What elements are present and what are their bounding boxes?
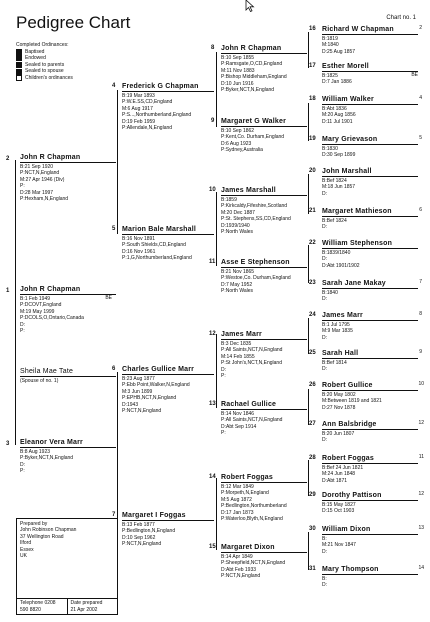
person-name: Sheila Mae Tate — [20, 368, 116, 377]
person-29[interactable]: 29 Dorothy Pattison 12 B:15 May 1827 D:15 Oct 1903 — [309, 491, 424, 515]
person-name: Ann Balsbridge — [322, 421, 418, 430]
filled-square-icon — [16, 69, 22, 75]
person-26[interactable]: 26 Robert Gullice 10 B:20 May 1802 M:Between 1819 and 1821 D:27 Nov 1878 — [309, 381, 424, 411]
person-name: Sarah Hall — [322, 350, 418, 359]
person-27[interactable]: 27 Ann Balsbridge 12 B:20 Jun 1807 D: — [309, 420, 424, 444]
connector-line — [15, 160, 16, 445]
person-5[interactable]: 5 Marion Bale Marshall B:16 Nov 1891 P:South Shields,CD,England D:16 Nov 1961 P:1,G,Northumberland,England — [122, 226, 214, 262]
person-name: Robert Foggas — [322, 455, 418, 464]
legend-item: Sealed to spouse — [16, 68, 73, 75]
person-21[interactable]: 21 Margaret Mathieson 6 B:Bef 1824 D: — [309, 207, 422, 231]
person-name: James Marr — [322, 312, 418, 321]
prepared-heading: Prepared by — [20, 521, 48, 527]
legend-heading: Completed Ordinances: — [16, 42, 69, 48]
person-name: Eleanor Vera Marr — [20, 439, 116, 448]
person-number: 2 — [6, 156, 10, 162]
person-name: Frederick G Chapman — [122, 83, 214, 92]
chart-number: Chart no. 1 — [386, 15, 416, 21]
connector-line — [308, 389, 309, 425]
person-name: Margaret I Foggas — [122, 512, 214, 521]
page-title: Pedigree Chart — [16, 13, 131, 32]
person-name: Sarah Jane Makay — [322, 280, 418, 289]
person-name: John R Chapman — [20, 154, 116, 163]
person-name: Richard W Chapman — [322, 26, 418, 35]
person-name: Marion Bale Marshall — [122, 226, 214, 235]
person-name: James Marshall — [221, 187, 307, 196]
person-name: Asse E Stephenson — [221, 259, 307, 268]
person-1[interactable]: John R Chapman BE B:1 Feb 1949 P:DCOVT,England M:19 May 1999 P:DCOLS,O,Ontario,Canada D: P: — [20, 286, 116, 334]
person-name: Mary Thompson — [322, 566, 418, 575]
person-16[interactable]: 16 Richard W Chapman 2 B:1819 M:1840 D:25 Aug 1857 — [309, 25, 422, 55]
filled-square-icon — [16, 62, 22, 68]
person-3[interactable]: Eleanor Vera Marr B:8 Aug 1923 P:Byker,NCT,N,England D: P: — [20, 439, 116, 475]
person-17[interactable]: 17 Esther Morell BE B:1825 D:7 Jan 1886 — [309, 63, 418, 86]
person-name: Margaret Mathieson — [322, 208, 418, 217]
legend-item: Baptised — [16, 49, 73, 56]
person-11[interactable]: 11 Asse E Stephenson B:21 Nov 1865 P:Westoe,Co. Durham,England D:7 May 1952 P:North Wales — [221, 259, 307, 295]
telephone: Telephone 0208 590 8820 — [20, 600, 56, 613]
person-6[interactable]: 6 Charles Gullice Marr B:23 Aug 1877 P:Ebb Point,Walker,N,England M:3 Jun 1899 P:EPHB,NCT,N,England D:1943 P:NCT,N,England — [122, 366, 214, 414]
filled-square-icon — [16, 55, 22, 61]
person-name: James Marr — [221, 331, 307, 340]
legend-item: Sealed to parents — [16, 62, 73, 69]
person-30[interactable]: 30 William Dixon 13 B: M:21 Nov 1847 D: — [309, 525, 424, 555]
prepared-by-box: Prepared by John Robinson Chapman 37 Wellington Road Ilford Essex UK Telephone 0208 590 8820 Date prepared 21 Apr 2002 — [16, 518, 118, 615]
person-23[interactable]: 23 Sarah Jane Makay 7 B:1840 D: — [309, 279, 422, 303]
person-number: 1 — [6, 288, 10, 294]
person-12[interactable]: 12 James Marr B:3 Dec 1835 P:All Saints,NCT,N,England M:14 Feb 1855 P:St John's,NCT,N,England D: P: — [221, 331, 307, 379]
person-28[interactable]: 28 Robert Foggas 11 B:Bef 24 Jun 1821 M:24 Jun 1848 D:Abt 1871 — [309, 454, 424, 484]
person-4[interactable]: 4 Frederick G Chapman B:19 Mar 1893 P:W.E.SS,CD,England M:6 Aug 1917 P:S...,Northumberland,England D:19 Feb 1959 P:Allendale,N,England — [122, 83, 214, 131]
empty-square-icon — [16, 75, 22, 81]
person-name: Esther Morell — [322, 63, 418, 72]
connector-line — [117, 90, 118, 234]
ordinance-legend — [16, 42, 73, 82]
legend-item: Endowed — [16, 55, 73, 62]
person-18[interactable]: 18 William Walker 4 B:Abt 1836 M:20 Aug 1856 D:11 Jul 1901 — [309, 95, 422, 125]
person-14[interactable]: 14 Robert Foggas B:12 Mar 1849 P:Morpeth,N,England M:5 Aug 1872 P:Bedlington,Northumberland D:17 Jan 1873 P:Waterloo,Blyth,N,England — [221, 474, 307, 522]
person-number: 3 — [6, 441, 10, 447]
connector-line — [308, 245, 309, 283]
person-15[interactable]: 15 Margaret Dixon B:14 Apr 1849 P:Sheepfield,NCT,N,England D:Abt Feb 1933 P:NCT,N,England — [221, 544, 307, 580]
person-name: Dorothy Pattison — [322, 492, 418, 501]
connector-line — [308, 318, 309, 354]
person-name: Margaret G Walker — [221, 118, 307, 127]
person-7[interactable]: 7 Margaret I Foggas B:13 Feb 1877 P:Bedlington,N,England D:10 Sep 1962 P:NCT,N,England — [122, 512, 214, 548]
person-name: William Stephenson — [322, 240, 418, 249]
legend-item: Children's ordinances — [16, 75, 73, 82]
filled-square-icon — [16, 49, 22, 55]
person-8[interactable]: 8 John R Chapman B:10 Sep 1855 P:Ramsgate,O,CD,England M:11 Nov 1883 P:Bishop Middleham,England D:10 Jun 1916 P:Byker,NCT,N,England — [221, 45, 307, 93]
connector-line — [216, 192, 217, 266]
connector-line — [216, 478, 217, 550]
person-31[interactable]: 31 Mary Thompson 14 B: D: — [309, 565, 424, 589]
connector-line — [216, 52, 217, 127]
person-name: John R Chapman — [20, 286, 116, 295]
person-9[interactable]: 9 Margaret G Walker B:10 Sep 1862 P:Kent,Co. Durham,England D:6 Aug 1923 P:Sydney,Australia — [221, 118, 307, 154]
person-name: Rachael Gullice — [221, 401, 307, 410]
person-19[interactable]: 19 Mary Grievason 5 B:1830 D:30 Sep 1899 — [309, 135, 422, 159]
person-10[interactable]: 10 James Marshall B:1859 P:Kirkcaldy,Fifeshire,Scotland M:20 Dec 1887 P:St. Stephens,SS,CD,England D:1939/1940 P:North Wales — [221, 187, 307, 235]
person-name: John R Chapman — [221, 45, 307, 54]
person-20[interactable]: 20 John Marshall B:Bef 1824 M:18 Jun 1857 D: — [322, 168, 418, 197]
person-name: John Marshall — [322, 168, 418, 177]
person-name: Mary Grievason — [322, 136, 418, 145]
connector-line — [308, 532, 309, 570]
person-25[interactable]: 25 Sarah Hall 9 B:Bef 1814 D: — [309, 349, 422, 373]
person-2[interactable]: John R Chapman B:21 Sep 1920 P:NCT,N,England M:27 Apr 1946 (Div) P: D:28 Mar 1997 P:Hexham,N,England — [20, 154, 116, 202]
person-name: William Dixon — [322, 526, 418, 535]
mouse-cursor-icon — [245, 0, 255, 12]
person-22[interactable]: 22 William Stephenson B:1839/1840 D: D:Abt 1901/1902 — [322, 240, 418, 269]
person-name: Margaret Dixon — [221, 544, 307, 553]
connector-line — [308, 460, 309, 496]
connector-line — [216, 334, 217, 408]
person-name: Robert Gullice — [322, 382, 418, 391]
person-name: William Walker — [322, 96, 418, 105]
person-24[interactable]: 24 James Marr 8 B:1 Jul 1795 M:9 Mar 1835 D: — [309, 311, 422, 341]
date-prepared: Date prepared 21 Apr 2002 — [67, 599, 118, 614]
person-name: Robert Foggas — [221, 474, 307, 483]
person-13[interactable]: 13 Rachael Gullice B:14 Nov 1846 P:All Saints,NCT,N,England D:Abt Sep 1914 P: — [221, 401, 307, 437]
person-name: Charles Gullice Marr — [122, 366, 214, 375]
person-spouse[interactable]: Sheila Mae Tate (Spouse of no. 1) — [20, 368, 116, 384]
connector-line — [117, 372, 118, 518]
